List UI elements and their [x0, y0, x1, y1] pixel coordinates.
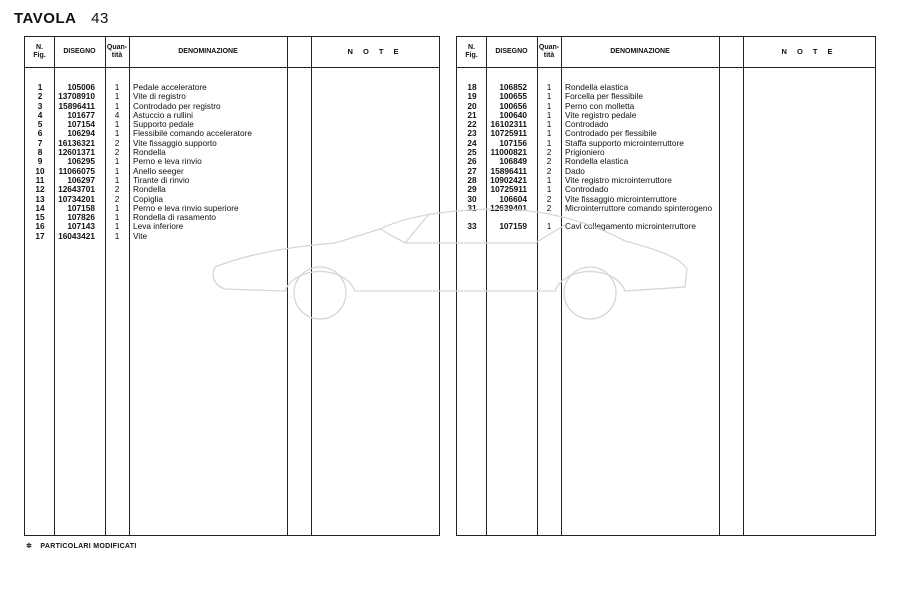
part-description: Controdado per flessibile [565, 128, 657, 139]
part-number: 105006 [67, 82, 95, 92]
quantity: 1 [114, 100, 120, 111]
header-denominazione: DENOMINAZIONE [610, 48, 670, 55]
part-description: Controdado per registro [133, 100, 221, 111]
part-description: Perno e leva rinvio [133, 156, 202, 167]
fig-number: 8 [37, 147, 43, 158]
quantity: 1 [114, 119, 120, 130]
part-description: Vite fissaggio supporto [133, 137, 217, 148]
fig-number: 1 [37, 82, 43, 92]
part-description: Prigioniero [565, 147, 605, 158]
part-description: Rondella [133, 184, 166, 195]
car-silhouette-watermark [205, 195, 695, 325]
part-description: Cavi collegamento microinterruttore [565, 221, 696, 232]
part-description: Supporto pedale [133, 119, 194, 130]
part-description: Vite [133, 230, 148, 241]
fig-number: 3 [37, 100, 43, 111]
quantity: 1 [546, 137, 552, 148]
fig-number: 6 [37, 128, 43, 139]
fig-number: 30 [467, 193, 477, 204]
part-description: Dado [565, 165, 585, 176]
part-number: 10725911 [490, 184, 527, 195]
part-number: 12643701 [58, 184, 95, 195]
part-number: 106604 [499, 193, 527, 204]
header-fig-line2: Fig. [33, 52, 46, 59]
part-description: Tirante di rinvio [133, 174, 190, 185]
footnote-text: PARTICOLARI MODIFICATI [40, 543, 137, 550]
header-fig-line1: N. [467, 44, 475, 51]
quantity: 2 [546, 165, 552, 176]
quantity: 1 [114, 128, 120, 139]
part-description: Vite di registro [133, 91, 186, 102]
fig-number: 4 [37, 109, 43, 120]
header-quantita [105, 37, 129, 67]
fig-number: 2 [37, 91, 43, 102]
part-number: 10902421 [490, 174, 527, 185]
header-note: N O T E [781, 47, 837, 56]
quantity: 1 [546, 109, 552, 120]
part-number: 16136321 [58, 137, 95, 148]
part-description: Forcella per flessibile [565, 91, 643, 102]
part-description: Anello seeger [133, 165, 184, 176]
part-description: Flessibile comando acceleratore [133, 128, 252, 139]
fig-number: 9 [37, 156, 43, 167]
fig-number: 22 [467, 119, 477, 130]
part-description: Controdado [565, 184, 609, 195]
part-description: Copiglia [133, 193, 163, 204]
part-description: Rondella elastica [565, 82, 629, 92]
fig-number: 21 [467, 109, 477, 120]
quantity: 1 [114, 230, 120, 241]
fig-number: 18 [467, 82, 477, 92]
header-fig [457, 37, 486, 67]
part-number: 11066075 [58, 165, 95, 176]
fig-number: 7 [37, 137, 43, 148]
part-number: 12639401 [490, 202, 527, 213]
header-qty-line1: Quan- [538, 44, 560, 51]
quantity: 1 [114, 165, 120, 176]
page-title [14, 10, 119, 27]
part-description: Perno e leva rinvio superiore [133, 202, 239, 213]
fig-number: 33 [467, 221, 477, 232]
part-number: 106294 [67, 128, 95, 139]
part-number: 107826 [67, 212, 95, 223]
fig-number: 23 [467, 128, 477, 139]
quantity: 1 [114, 212, 120, 223]
header-denominazione: DENOMINAZIONE [178, 48, 238, 55]
quantity: 1 [546, 221, 552, 232]
part-number: 106297 [67, 174, 95, 185]
header-fig [25, 37, 54, 67]
part-number: 101677 [67, 109, 95, 120]
part-description: Rondella di rasamento [133, 212, 217, 223]
quantity: 2 [114, 184, 120, 195]
part-number: 12601371 [58, 147, 95, 158]
quantity: 1 [546, 91, 552, 102]
quantity: 4 [114, 109, 120, 120]
part-number: 100640 [499, 109, 527, 120]
part-description: Vite fissaggio microinterruttore [565, 193, 677, 204]
part-number: 107143 [67, 221, 95, 232]
part-description: Vite registro pedale [565, 109, 637, 120]
quantity: 2 [546, 193, 552, 204]
fig-number: 14 [35, 202, 45, 213]
part-number: 106852 [499, 82, 527, 92]
header-qty-line2: tità [543, 52, 555, 59]
fig-number: 5 [37, 119, 43, 130]
part-number: 107159 [499, 221, 527, 232]
fig-number: 24 [467, 137, 477, 148]
part-number: 15896411 [490, 165, 527, 176]
header-disegno: DISEGNO [495, 48, 528, 55]
part-description: Astuccio a rullini [133, 109, 193, 120]
part-number: 11000821 [490, 147, 527, 158]
part-number: 100655 [499, 91, 527, 102]
part-description: Pedale acceleratore [133, 82, 207, 92]
quantity: 1 [114, 82, 120, 92]
header-fig-line1: N. [35, 44, 43, 51]
quantity: 1 [114, 174, 120, 185]
part-number: 10734201 [58, 193, 95, 204]
quantity: 2 [546, 156, 552, 167]
fig-number: 15 [35, 212, 45, 223]
fig-number: 28 [467, 174, 477, 185]
fig-number: 16 [35, 221, 45, 232]
part-number: 13708910 [58, 91, 95, 102]
quantity: 1 [114, 91, 120, 102]
title-number: 43 [91, 10, 109, 27]
header-qty-line1: Quan- [106, 44, 128, 51]
part-number: 107158 [67, 202, 95, 213]
part-description: Vite registro microinterruttore [565, 174, 672, 185]
part-number: 100656 [499, 100, 527, 111]
part-number: 10725911 [490, 128, 527, 139]
fig-number: 17 [35, 230, 45, 241]
part-number: 16043421 [58, 230, 95, 241]
header-fig-line2: Fig. [465, 52, 478, 59]
part-description: Staffa supporto microinterruttore [565, 137, 684, 148]
quantity: 2 [546, 202, 552, 213]
quantity: 1 [546, 128, 552, 139]
header-note: N O T E [347, 47, 403, 56]
fig-number: 13 [35, 193, 45, 204]
fig-number: 31 [467, 202, 477, 213]
title-word: TAVOLA [14, 10, 77, 27]
part-number: 106849 [499, 156, 527, 167]
quantity: 2 [546, 147, 552, 158]
part-number: 106295 [67, 156, 95, 167]
quantity: 1 [114, 156, 120, 167]
fig-number: 25 [467, 147, 477, 158]
quantity: 1 [546, 82, 552, 92]
part-description: Rondella elastica [565, 156, 629, 167]
footnote [26, 542, 137, 550]
part-description: Leva inferiore [133, 221, 184, 232]
part-number: 15896411 [58, 100, 95, 111]
part-description: Perno con molletta [565, 100, 635, 111]
fig-number: 12 [35, 184, 45, 195]
fig-number: 29 [467, 184, 477, 195]
footnote-star-icon: ✲ [26, 543, 33, 550]
part-description: Rondella [133, 147, 166, 158]
quantity: 1 [114, 221, 120, 232]
part-number: 16102311 [490, 119, 527, 130]
fig-number: 11 [35, 174, 45, 185]
quantity: 1 [546, 100, 552, 111]
quantity: 1 [546, 184, 552, 195]
fig-number: 27 [467, 165, 477, 176]
quantity: 1 [546, 119, 552, 130]
quantity: 2 [114, 137, 120, 148]
fig-number: 19 [467, 91, 477, 102]
quantity: 2 [114, 147, 120, 158]
part-description: Controdado [565, 119, 609, 130]
header-qty-line2: tità [111, 52, 123, 59]
header-disegno: DISEGNO [63, 48, 96, 55]
fig-number: 26 [467, 156, 477, 167]
quantity: 1 [546, 174, 552, 185]
part-number: 107156 [499, 137, 527, 148]
header-quantita [537, 37, 561, 67]
quantity: 1 [114, 202, 120, 213]
part-number: 107154 [67, 119, 95, 130]
fig-number: 20 [467, 100, 477, 111]
part-description: Microinterruttore comando spinterogeno [565, 202, 713, 213]
fig-number: 10 [35, 165, 45, 176]
quantity: 2 [114, 193, 120, 204]
